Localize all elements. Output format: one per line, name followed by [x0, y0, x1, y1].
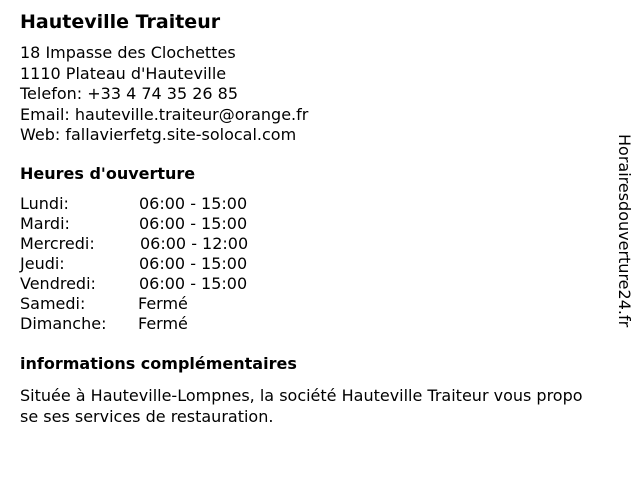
web-line: Web: fallavierfetg.site-solocal.com — [20, 125, 297, 144]
day-hours: 06:00 - 15:00 — [139, 274, 248, 293]
address-street: 18 Impasse des Clochettes — [20, 43, 236, 62]
contact-block — [20, 43, 308, 146]
business-listing — [20, 0, 620, 480]
address-city: 1110 Plateau d'Hauteville — [20, 63, 227, 83]
additional-info-text — [20, 385, 632, 427]
day-label: Lundi: — [20, 194, 69, 213]
day-label: Dimanche: — [20, 314, 107, 333]
day-hours: Fermé — [138, 314, 188, 333]
day-hours: 06:00 - 12:00 — [140, 234, 249, 253]
description-line: Située à Hauteville-Lompnes, la société Hauteville Traiteur vous propo — [20, 386, 583, 405]
day-hours: 06:00 - 15:00 — [139, 254, 248, 273]
day-label: Jeudi: — [20, 254, 65, 273]
site-watermark: Horairesdouverture24.fr — [615, 134, 634, 328]
day-hours: Fermé — [138, 294, 188, 313]
email-line: Email: hauteville.traiteur@orange.fr — [20, 104, 309, 124]
day-hours: 06:00 - 15:00 — [139, 194, 248, 213]
business-name: Hauteville Traiteur — [20, 11, 221, 33]
day-label: Vendredi: — [20, 274, 96, 293]
day-hours: 06:00 - 15:00 — [139, 214, 248, 233]
day-label: Mercredi: — [20, 234, 95, 253]
description-line: se ses services de restauration. — [20, 407, 274, 426]
opening-hours-heading: Heures d'ouverture — [20, 164, 196, 183]
day-label: Samedi: — [20, 294, 86, 313]
phone-line: Telefon: +33 4 74 35 26 85 — [20, 84, 239, 103]
additional-info-heading: informations complémentaires — [20, 354, 297, 373]
day-label: Mardi: — [20, 214, 70, 233]
